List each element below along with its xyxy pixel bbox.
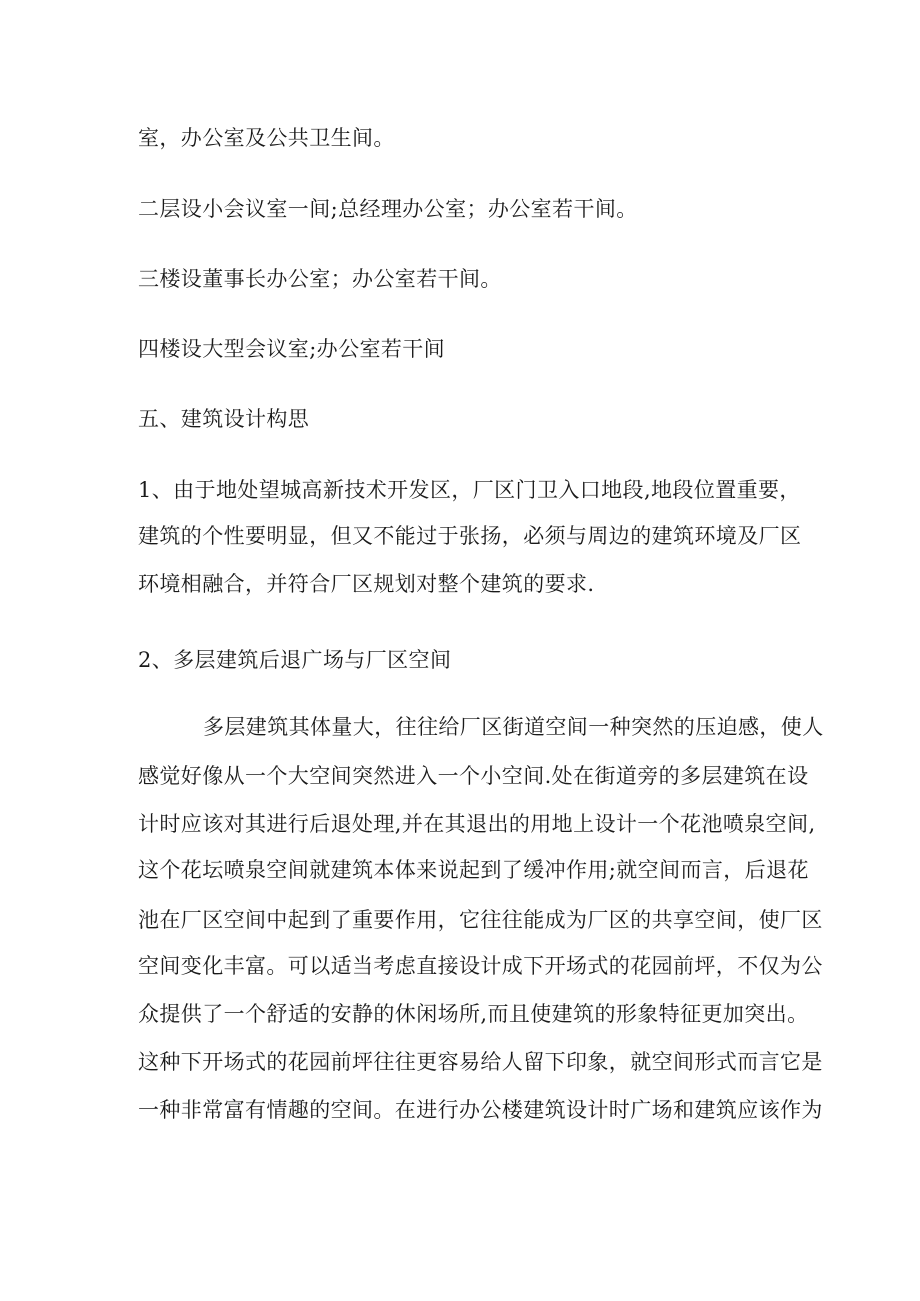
text-line: 1、由于地处望城高新技术开发区，厂区门卫入口地段,地段位置重要， (138, 478, 801, 502)
paragraph-line: 这个花坛喷泉空间就建筑本体来说起到了缓冲作用;就空间而言，后退花 (138, 858, 809, 882)
paragraph-line: 这种下开场式的花园前坪往往更容易给人留下印象，就空间形式而言它是 (138, 1050, 823, 1074)
text-line: 三楼设董事长办公室；办公室若干间。 (138, 267, 502, 291)
paragraph-line: 计时应该对其进行后退处理,并在其退出的用地上设计一个花池喷泉空间, (138, 812, 816, 836)
paragraph-line: 众提供了一个舒适的安静的休闲场所,而且使建筑的形象特征更加突出。 (138, 1002, 809, 1026)
text-line: 环境相融合，并符合厂区规划对整个建筑的要求. (138, 572, 595, 596)
subsection-heading: 2、多层建筑后退广场与厂区空间 (138, 648, 452, 672)
text-line: 二层设小会议室一间;总经理办公室；办公室若干间。 (138, 197, 638, 221)
paragraph-line: 一种非常富有情趣的空间。在进行办公楼建筑设计时广场和建筑应该作为 (138, 1098, 823, 1122)
paragraph-line: 感觉好像从一个大空间突然进入一个小空间.处在街道旁的多层建筑在设 (138, 764, 809, 788)
text-line: 室，办公室及公共卫生间。 (138, 126, 395, 150)
paragraph-line: 多层建筑其体量大，往往给厂区街道空间一种突然的压迫感，使人 (203, 715, 824, 739)
text-line: 建筑的个性要明显，但又不能过于张扬，必须与周边的建筑环境及厂区 (138, 524, 802, 548)
paragraph-line: 空间变化丰富。可以适当考虑直接设计成下开场式的花园前坪，不仅为公 (138, 954, 823, 978)
section-heading: 五、建筑设计构思 (138, 407, 310, 431)
paragraph-line: 池在厂区空间中起到了重要作用，它往往能成为厂区的共享空间，使厂区 (138, 908, 823, 932)
text-line: 四楼设大型会议室;办公室若干间 (138, 337, 446, 361)
